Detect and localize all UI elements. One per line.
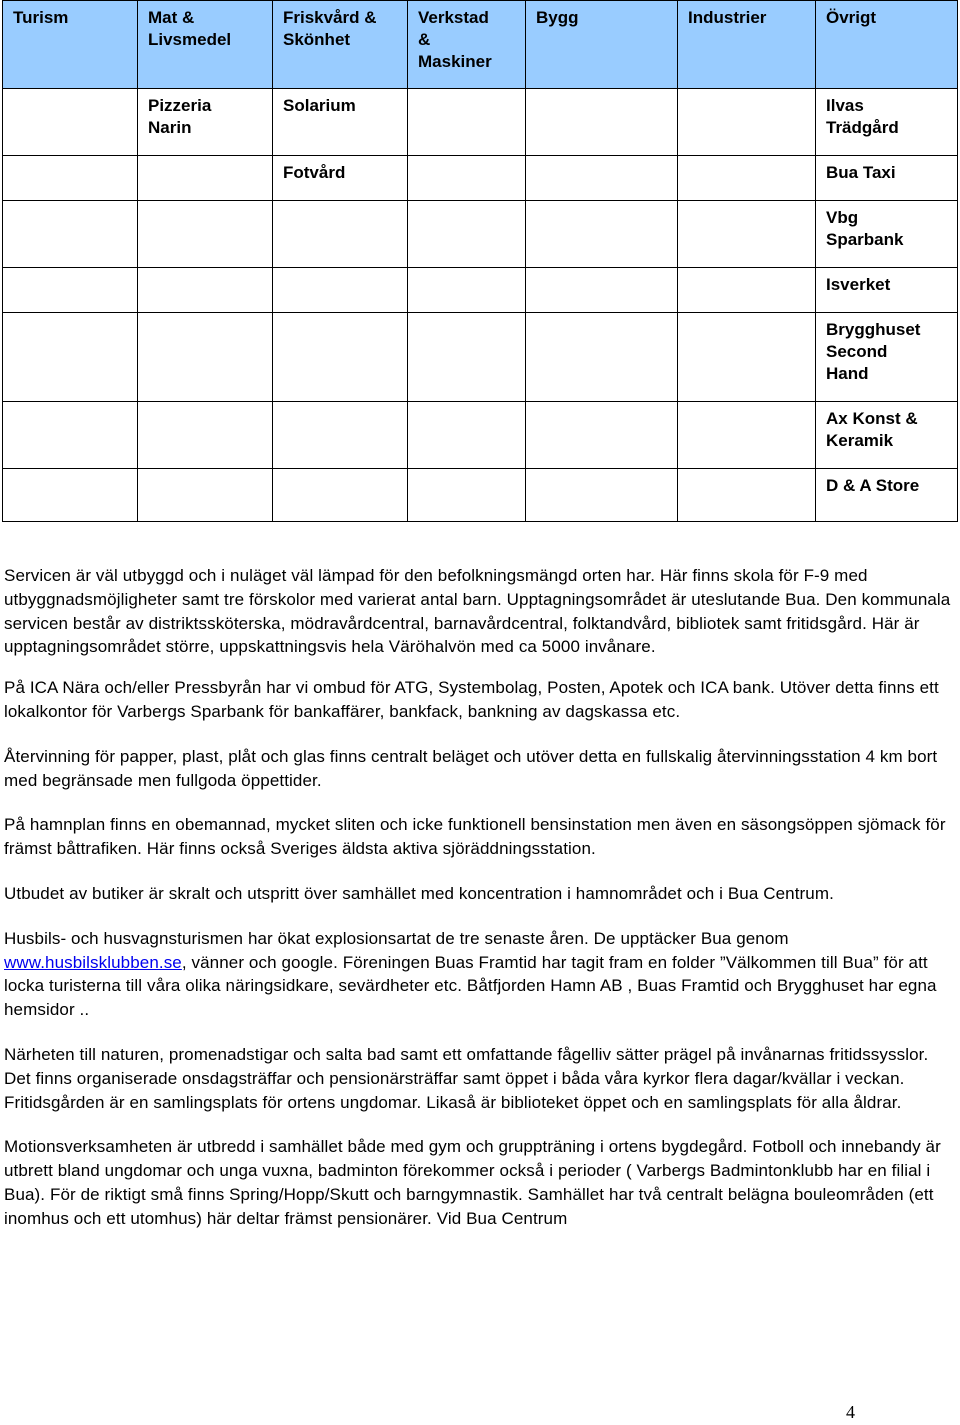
services-table — [2, 0, 958, 522]
paragraph-harbour: På hamnplan finns en obemannad, mycket sliten och icke funktionell bensinstation men även en säsongsöppen sjömack för främst båttrafiken. Här finns också Sveriges äldsta aktiva sjöräddningsstation. — [4, 815, 946, 859]
paragraph-recycling: Återvinning för papper, plast, plåt och glas finns centralt beläget och utöver detta en fullskalig återvinningsstation 4 km bort med begränsade men fullgoda öppettider. — [4, 746, 938, 790]
table-cell — [678, 469, 816, 522]
table-cell — [138, 156, 273, 201]
paragraph-tourism — [4, 927, 956, 1022]
table-cell — [678, 313, 816, 402]
table-row — [3, 469, 958, 522]
table-row — [3, 89, 958, 156]
table-cell: D & A Store — [816, 469, 958, 522]
header-friskvard: Friskvård & Skönhet — [273, 1, 408, 89]
table-cell — [273, 201, 408, 268]
header-ovrigt: Övrigt — [816, 1, 958, 89]
header-bygg: Bygg — [526, 1, 678, 89]
paragraph-tourism-start: Husbils- och husvagnsturismen har ökat explosionsartat de tre senaste åren. De upptäcker Bua genom — [4, 928, 789, 948]
table-cell — [3, 156, 138, 201]
table-cell — [138, 201, 273, 268]
header-industrier: Industrier — [678, 1, 816, 89]
table-cell — [678, 402, 816, 469]
table-cell — [3, 402, 138, 469]
table-cell — [526, 313, 678, 402]
table-cell — [408, 201, 526, 268]
table-cell — [678, 201, 816, 268]
table-cell — [273, 469, 408, 522]
table-cell — [526, 268, 678, 313]
table-header-row — [3, 1, 958, 89]
table-row — [3, 402, 958, 469]
table-cell — [408, 469, 526, 522]
table-cell — [273, 313, 408, 402]
table-cell: Ilvas Trädgård — [816, 89, 958, 156]
table-cell — [3, 89, 138, 156]
table-cell — [526, 201, 678, 268]
table-cell: Bua Taxi — [816, 156, 958, 201]
table-cell — [408, 89, 526, 156]
table-cell — [3, 268, 138, 313]
table-cell — [138, 313, 273, 402]
paragraph-exercise: Motionsverksamheten är utbredd i samhället både med gym och gruppträning i ortens bygdegård. Fotboll och innebandy är utbrett bland ungdomar och unga vuxna, badminton förekommer också i perioder ( Varbergs Badmintonklubb har en filial i Bua). För de riktigt små finns Spring/Hopp/Skutt och barngymnastik. Samhället har två centralt belägna bouleområden (ett inomhus och ett utomhus) här deltar främst pensionärer. Vid Bua Centrum — [4, 1137, 941, 1228]
table-cell — [3, 313, 138, 402]
table-cell: Isverket — [816, 268, 958, 313]
table-cell — [678, 89, 816, 156]
table-cell — [678, 268, 816, 313]
header-verkstad: Verkstad & Maskiner — [408, 1, 526, 89]
table-cell: Vbg Sparbank — [816, 201, 958, 268]
table-cell — [408, 268, 526, 313]
husbilsklubben-link[interactable]: www.husbilsklubben.se — [4, 952, 182, 972]
page-number: 4 — [846, 1402, 855, 1422]
table-cell — [526, 402, 678, 469]
table-cell — [138, 469, 273, 522]
table-row — [3, 156, 958, 201]
table-row — [3, 201, 958, 268]
table-cell — [526, 156, 678, 201]
table-cell: Ax Konst & Keramik — [816, 402, 958, 469]
table-cell — [273, 402, 408, 469]
table-cell — [138, 268, 273, 313]
table-cell: Pizzeria Narin — [138, 89, 273, 156]
paragraph-nature: Närheten till naturen, promenadstigar och salta bad samt ett omfattande fågelliv sätter prägel på invånarnas fritidssysslor. Det finns organiserade onsdagsträffar och pensionärsträffar samt öppet i båda våra kyrkor flera dagar/kvällar i veckan. Fritidsgården är en samlingsplats för ortens ungdomar. Likaså är biblioteket öppet och en samlingsplats för alla åldrar. — [4, 1044, 929, 1112]
table-cell — [273, 268, 408, 313]
table-cell: Solarium — [273, 89, 408, 156]
table-row — [3, 268, 958, 313]
table-row — [3, 313, 958, 402]
table-cell: Fotvård — [273, 156, 408, 201]
header-mat-livsmedel: Mat & Livsmedel — [138, 1, 273, 89]
header-turism: Turism — [3, 1, 138, 89]
table-cell — [526, 89, 678, 156]
table-cell — [138, 402, 273, 469]
table-cell — [408, 402, 526, 469]
table-cell — [678, 156, 816, 201]
table-cell: Brygghuset Second Hand — [816, 313, 958, 402]
body-text — [4, 564, 956, 1252]
table-cell — [3, 469, 138, 522]
paragraph-ica: På ICA Nära och/eller Pressbyrån har vi ombud för ATG, Systembolag, Posten, Apotek och ICA bank. Utöver detta finns ett lokalkontor för Varbergs Sparbank för bankaffärer, bankfack, bankning av dagskassa etc. — [4, 678, 939, 721]
paragraph-shops: Utbudet av butiker är skralt och utspritt över samhället med koncentration i hamnområdet och i Bua Centrum. — [4, 883, 834, 903]
table-cell — [3, 201, 138, 268]
paragraph-service: Servicen är väl utbyggd och i nuläget väl lämpad för den befolkningsmängd orten har. Här finns skola för F-9 med utbyggnadsmöjligheter samt tre förskolor med varierat antal barn. Upptagningsområdet är uteslutande Bua. Den kommunala servicen består av distriktssköterska, mödravårdcentral, barnavårdcentral, folktandvård, bibliotek samt fritidsgård. Här är upptagningsområdet större, uppskattningsvis hela Väröhalvön med ca 5000 invånare. — [4, 566, 951, 657]
table-cell — [408, 156, 526, 201]
table-cell — [526, 469, 678, 522]
table-cell — [408, 313, 526, 402]
paragraph-tourism-end: , vänner och google. Föreningen Buas Framtid har tagit fram en folder ”Välkommen till Bua” för att locka turisterna till våra olika näringsidkare, sevärdheter etc. Båtfjorden Hamn AB , Buas Framtid och Brygghuset har egna hemsidor .. — [4, 952, 937, 1020]
